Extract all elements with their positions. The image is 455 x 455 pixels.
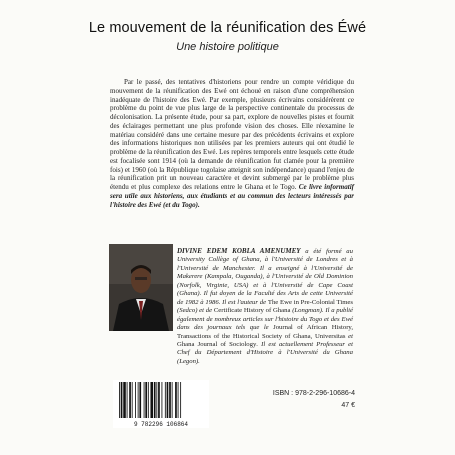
barcode-bar xyxy=(162,382,163,418)
barcode-bar xyxy=(158,382,160,418)
bio-journals: Journal of African History, Transactions of the Historical Society of Ghana, Universitas xyxy=(177,324,354,340)
bio-book-1: The Ewe in Pre-Colonial Times xyxy=(267,298,353,306)
barcode xyxy=(113,380,209,428)
bio-text-2: (Sedco) et de xyxy=(177,307,214,315)
back-cover-blurb xyxy=(110,78,354,209)
barcode-bar xyxy=(148,382,149,418)
barcode-bar xyxy=(154,382,156,418)
barcode-bar xyxy=(121,382,123,418)
isbn-label: ISBN : 978-2-296-10686-4 xyxy=(272,390,355,397)
barcode-bar xyxy=(129,382,131,418)
barcode-bar xyxy=(127,382,128,418)
barcode-bar xyxy=(180,382,181,418)
author-bio xyxy=(177,247,353,366)
blurb-paragraph xyxy=(110,78,354,209)
bio-text-1: a été formé au University Collège of Ghana, à l'Université de Londres et à l'Université de Manchester. Il a enseigné à l'Université de Makerere (Kampala, Ouganda), à l'Université de Old Dominion (Norfolk, Virginie, USA) et à l'Université de Cape Coast (Ghana). Il fut doyen de la Faculté des Arts de cette Université de 1982 à 1986. Il est l'auteur de xyxy=(177,248,353,306)
barcode-bar xyxy=(167,382,169,418)
bio-text-5: . Il est actuellement Professeur et Chef du Département d'Histoire à l'Université du Ghana (Legon). xyxy=(177,340,353,365)
book-title: Le mouvement de la réunification des Éwé xyxy=(88,20,367,36)
barcode-bar xyxy=(156,382,157,418)
price-label: 47 € xyxy=(341,402,355,409)
barcode-bar xyxy=(119,382,120,418)
barcode-bar xyxy=(135,382,136,418)
author-portrait-icon xyxy=(109,244,173,331)
blurb-text: Par le passé, des tentatives d'historiens pour rendre un compte véridique du mouvement de la réunification des Ewé ont échoué en raison d'une compréhension inadéquate de l'histoire des Ewé. Par exemple, plusieurs écrivains considérèrent ce problème du point de vue plus large de la perspective continentale du processus de décolonisation. La présente étude, pour sa part, explore de nouvelles pistes et fournit des éclairages permettant une plus profonde vision des choses. Elle réexamine le matériau considéré dans une certaine mesure par des précédents écrivains et explore des informations historiques non utilisées par les premiers auteurs qui ont étudié le problème de la réunification des Ewé. Les repères temporels entre lesquels cette étude est focalisée sont 1914 (où la demande de réunification fut clamée pour la première fois) et 1960 (où la République togolaise atteignit son indépendance) quand l'enjeu de la réunification prit un nouveau caractère et devint submergé par le problème plus étendu et plus complexe des relations entre le Ghana et le Togo. xyxy=(110,78,354,191)
barcode-bar xyxy=(123,382,126,418)
barcode-bar xyxy=(138,382,139,418)
barcode-bar xyxy=(178,382,179,418)
barcode-bar xyxy=(144,382,145,418)
barcode-bar xyxy=(165,382,166,418)
blurb-emphasis: Ce livre informatif sera utile aux historiens, aux étudiants et au commun des lecteurs intéressés par l'histoire des Ewé (et du Togo). xyxy=(110,183,355,209)
barcode-bar xyxy=(139,382,141,418)
barcode-bar xyxy=(175,382,177,418)
bio-text-4: et xyxy=(345,332,354,340)
barcode-bar xyxy=(145,382,147,418)
barcode-bar xyxy=(169,382,171,418)
barcode-bar xyxy=(132,382,133,418)
bio-book-2: Certificate History of Ghana xyxy=(213,307,291,315)
bio-journal-2: Ghana Journal of Sociology xyxy=(177,340,257,348)
author-photo xyxy=(109,244,173,331)
bio-text-3: (Longman). Il a publié également de nombreux articles sur l'histoire du Togo et des Ewé dans des journaux tels que le xyxy=(177,307,354,332)
book-subtitle: Une histoire politique xyxy=(176,41,279,53)
barcode-bar xyxy=(172,382,173,418)
barcode-digits: 9 782296 106864 xyxy=(133,421,189,428)
barcode-bar xyxy=(150,382,153,418)
author-name: DIVINE EDEM KOBLA AMENUMEY xyxy=(177,247,301,255)
